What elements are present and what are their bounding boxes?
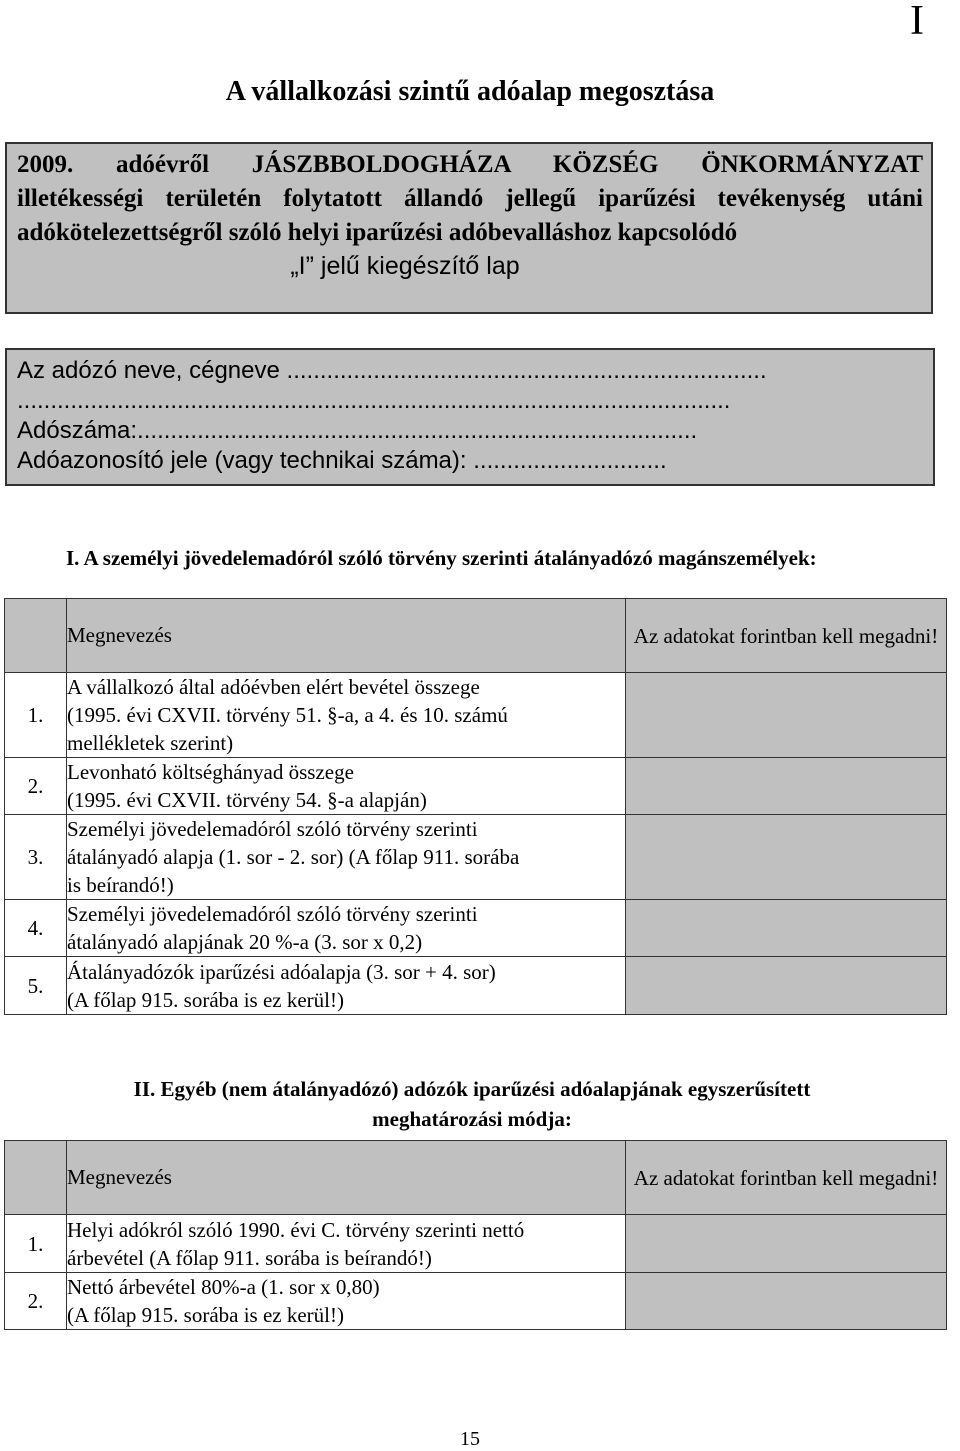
row-value-cell[interactable] <box>626 1273 947 1330</box>
row-value-cell[interactable] <box>626 957 947 1015</box>
row-value-cell[interactable] <box>626 815 947 900</box>
section-1-heading: I. A személyi jövedelemadóról szóló törvény szerinti átalányadózó magánszemélyek: <box>66 546 817 570</box>
header-line: illetékességi területén folytatott állandó jellegű iparűzési tevékenység utáni <box>17 185 923 212</box>
row-line: Személyi jövedelemadóról szóló törvény szerinti <box>67 817 478 841</box>
row-line: Átalányadózók iparűzési adóalapja (3. sor + 4. sor) <box>67 959 496 984</box>
row-description <box>67 900 626 957</box>
taxpayer-name-field-cont[interactable]: ........................................................................................................... <box>17 387 731 414</box>
form-subtitle: „I” jelű kiegészítő lap <box>290 252 520 280</box>
section-2-table <box>4 1140 947 1330</box>
row-line: Levonható költséghányad összege <box>67 760 354 784</box>
header-line: adókötelezettségről szóló helyi iparűzési adóbevalláshoz kapcsolódó <box>17 219 738 246</box>
row-line: A vállalkozó által adóévben elért bevétel összege <box>67 675 480 699</box>
section-1-table <box>4 598 947 1015</box>
table-header-num <box>5 1141 67 1215</box>
row-line: is beírandó!) <box>67 873 174 897</box>
row-number: 5. <box>5 957 67 1015</box>
row-value-cell[interactable] <box>626 900 947 957</box>
table-header-value: Az adatokat forintban kell megadni! <box>626 1141 947 1215</box>
row-number: 2. <box>5 758 67 815</box>
row-value-cell[interactable] <box>626 1215 947 1273</box>
taxpayer-info-box <box>5 348 935 486</box>
row-line: (A főlap 915. sorába is ez kerül!) <box>67 1303 344 1327</box>
row-description <box>67 1215 626 1273</box>
row-description <box>67 957 626 1015</box>
table-header-value: Az adatokat forintban kell megadni! <box>626 599 947 673</box>
row-number: 3. <box>5 815 67 900</box>
row-line: (A főlap 915. sorába is ez kerül!) <box>67 987 344 1012</box>
section-2-heading-line: II. Egyéb (nem átalányadózó) adózók iparűzési adóalapjának egyszerűsített <box>133 1077 811 1101</box>
page-number: 15 <box>460 1428 480 1450</box>
section-2-heading-line: meghatározási módja: <box>372 1107 572 1131</box>
row-description <box>67 758 626 815</box>
row-value-cell[interactable] <box>626 673 947 758</box>
row-description <box>67 1273 626 1330</box>
form-header-text <box>17 148 923 250</box>
page-letter: I <box>910 0 924 44</box>
row-value-cell[interactable] <box>626 758 947 815</box>
row-line: átalányadó alapja (1. sor - 2. sor) (A főlap 911. sorába <box>67 845 520 869</box>
row-line: (1995. évi CXVII. törvény 54. §-a alapján) <box>67 788 427 812</box>
row-number: 1. <box>5 673 67 758</box>
row-line: árbevétel (A főlap 911. sorába is beírandó!) <box>67 1245 432 1270</box>
page-title: A vállalkozási szintű adóalap megosztása <box>225 76 715 107</box>
table-header-desc: Megnevezés <box>67 599 626 673</box>
row-line: mellékletek szerint) <box>67 731 234 755</box>
row-line: Helyi adókról szóló 1990. évi C. törvény szerinti nettó <box>67 1217 525 1242</box>
row-line: Személyi jövedelemadóról szóló törvény szerinti <box>67 902 478 926</box>
row-number: 1. <box>5 1215 67 1273</box>
taxpayer-name-field[interactable]: Az adózó neve, cégneve ........................................................................ <box>17 357 767 384</box>
row-description <box>67 673 626 758</box>
form-header-box <box>5 142 933 314</box>
tax-number-field[interactable]: Adószáma:.................................................................................... <box>17 417 698 444</box>
tax-id-field[interactable]: Adóazonosító jele (vagy technikai száma): ............................. <box>17 447 667 474</box>
section-2-heading <box>0 1074 944 1134</box>
header-line: 2009. adóévről JÁSZBBOLDOGHÁZA KÖZSÉG ÖNKORMÁNYZAT <box>17 151 923 178</box>
table-header-desc: Megnevezés <box>67 1141 626 1215</box>
row-line: (1995. évi CXVII. törvény 51. §-a, a 4. és 10. számú <box>67 703 508 727</box>
row-number: 2. <box>5 1273 67 1330</box>
row-line: átalányadó alapjának 20 %-a (3. sor x 0,2) <box>67 930 423 954</box>
table-header-num <box>5 599 67 673</box>
row-number: 4. <box>5 900 67 957</box>
row-line: Nettó árbevétel 80%-a (1. sor x 0,80) <box>67 1275 380 1299</box>
row-description <box>67 815 626 900</box>
